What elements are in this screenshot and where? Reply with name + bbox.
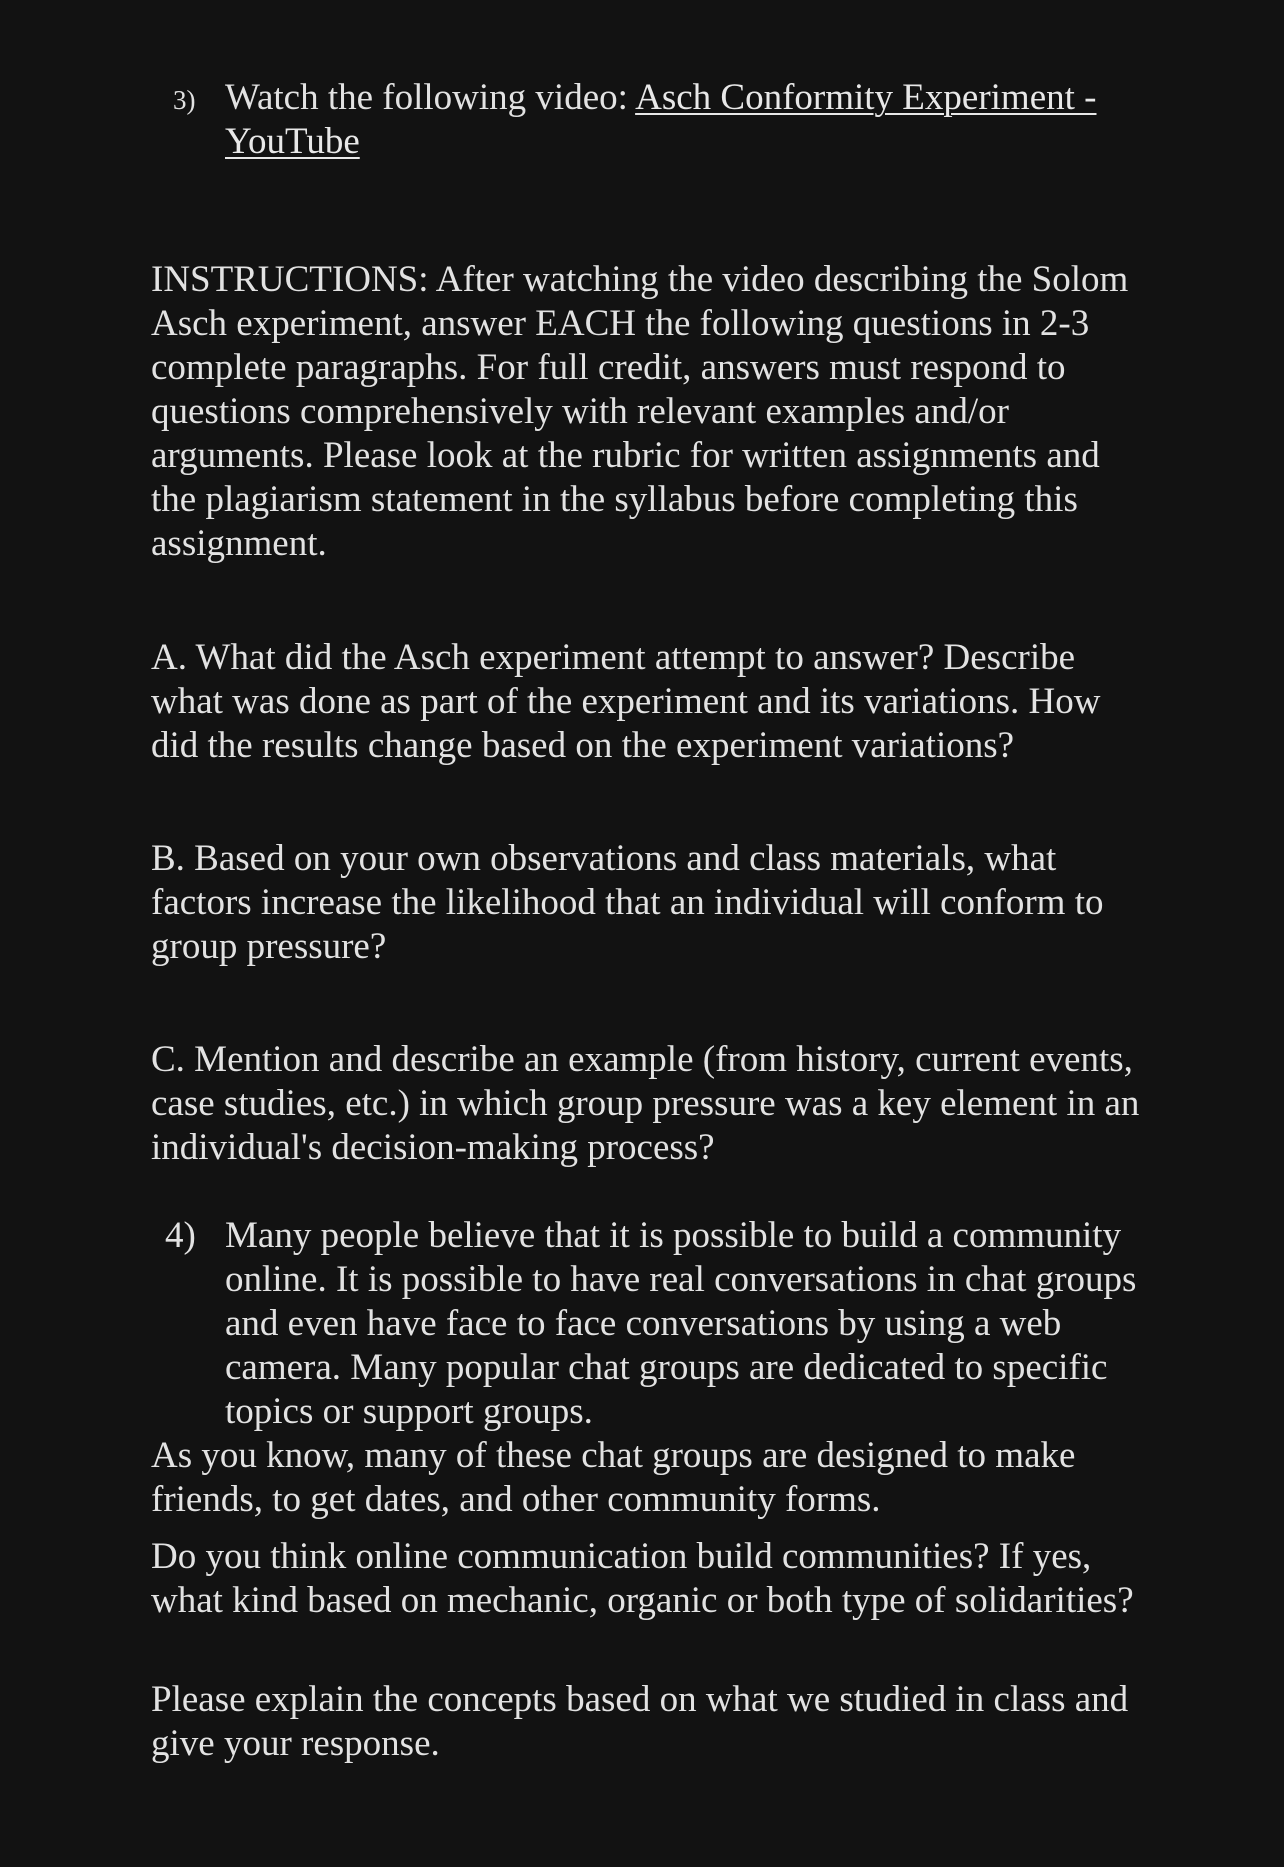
item-4-continuation: As you know, many of these chat groups are designed to make friends, to get dates, and other community forms.: [151, 1435, 1076, 1520]
item-3-number: 3): [173, 85, 196, 115]
item-4: [165, 1214, 1145, 1434]
item-4-text: Many people believe that it is possible to build a community online. It is possible to have real conversations in chat groups and even have face to face conversations by using a web camera. Many popular chat groups are dedicated to specific topics or support groups.: [225, 1215, 1137, 1432]
item-3-intro: Watch the following video:: [225, 77, 636, 118]
question-b: B. Based on your own observations and class materials, what factors increase the likelihood that an individual will conform to group pressure?: [151, 838, 1104, 967]
item-3: [173, 76, 1145, 164]
item-4-closing: Please explain the concepts based on what we studied in class and give your response.: [151, 1679, 1129, 1764]
question-c: C. Mention and describe an example (from history, current events, case studies, etc.) in which group pressure was a key element in an individual's decision-making process?: [151, 1039, 1140, 1168]
question-a: A. What did the Asch experiment attempt to answer? Describe what was done as part of the experiment and its variations. How did the results change based on the experiment variations?: [151, 637, 1101, 766]
item-4-question: Do you think online communication build communities? If yes, what kind based on mechanic, organic or both type of solidarities?: [151, 1536, 1134, 1621]
instructions-paragraph: INSTRUCTIONS: After watching the video describing the Solom Asch experiment, answer EACH the following questions in 2-3 complete paragraphs. For full credit, answers must respond to questions comprehensively with relevant examples and/or arguments. Please look at the rubric for written assignments and the plagiarism statement in the syllabus before completing this assignment.: [151, 259, 1129, 564]
item-4-number: 4): [165, 1215, 196, 1256]
asch-video-link[interactable]: Asch Conformity Experiment - YouTube: [225, 77, 1097, 162]
